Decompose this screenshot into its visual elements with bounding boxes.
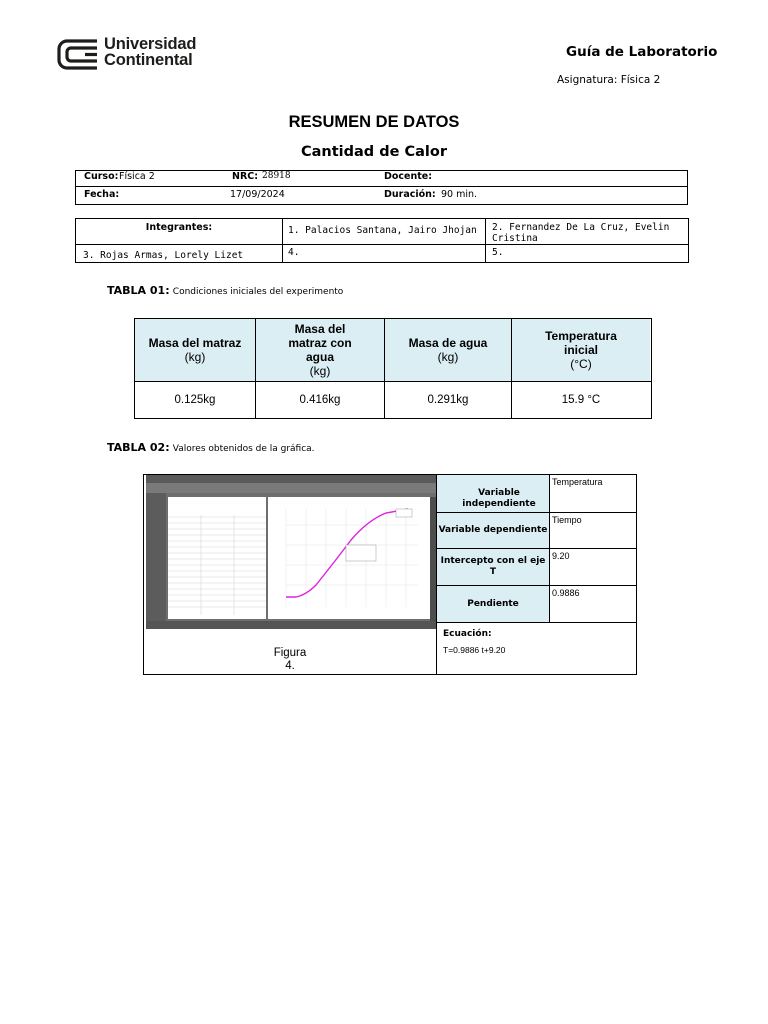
value-cell: 0.291kg [385, 381, 512, 418]
row-value: 9.20 [552, 551, 570, 561]
member-5: 5. [492, 247, 504, 258]
header-unit: (kg) [184, 350, 206, 364]
graph-screenshot-image [146, 475, 436, 629]
row-value: 0.9886 [552, 588, 580, 598]
table-row [437, 549, 636, 586]
row-key: Variable independiente [437, 475, 550, 512]
table-row [437, 586, 636, 623]
header-name: Masa del matraz con agua [288, 322, 352, 364]
curso-value: Física 2 [119, 171, 155, 182]
table02-caption-label: TABLA 02: [107, 441, 170, 454]
row-key: Pendiente [437, 586, 550, 622]
header-name: Temperatura inicial [545, 329, 617, 357]
equation-value: T=0.9886 t+9.20 [443, 645, 506, 655]
figure-caption [144, 647, 436, 673]
table-row [437, 513, 636, 549]
logo-wordmark [104, 36, 196, 68]
member-2: 2. Fernandez De La Cruz, Evelin Cristina [492, 222, 670, 244]
member-3: 3. Rojas Armas, Lorely Lizet [83, 250, 244, 261]
row-value: Tiempo [552, 515, 582, 525]
table01-caption-text: Condiciones iniciales del experimento [172, 287, 344, 297]
table01-caption [107, 284, 343, 297]
subject-label: Asignatura: Física 2 [557, 74, 661, 86]
header-cell [256, 319, 385, 381]
figure-caption-line-1: Figura [273, 647, 307, 659]
page-subtitle: Cantidad de Calor [300, 144, 447, 160]
value-cell: 0.416kg [256, 381, 385, 418]
curso-label: Curso: [84, 171, 119, 182]
duracion-value: 90 min. [441, 189, 478, 200]
guide-title: Guía de Laboratorio [566, 44, 718, 60]
header-unit: (kg) [309, 364, 331, 378]
header-cell [135, 319, 256, 381]
header-cell [512, 319, 650, 381]
initial-conditions-table [134, 318, 652, 419]
members-label: Integrantes: [145, 222, 213, 233]
row-value: Temperatura [552, 477, 603, 487]
header-name: Masa de agua [408, 336, 488, 350]
figure-caption-line-2: 4. [285, 660, 295, 672]
value-cell: 0.125kg [135, 381, 256, 418]
equation-label: Ecuación: [443, 629, 492, 639]
member-4: 4. [288, 247, 300, 258]
docente-label: Docente: [384, 171, 433, 182]
page-title: RESUMEN DE DATOS [288, 113, 460, 131]
table02-caption-text: Valores obtenidos de la gráfica. [172, 444, 315, 454]
member-1: 1. Palacios Santana, Jairo Jhojan [288, 225, 477, 236]
graph-values-table [143, 474, 637, 675]
course-info-table [75, 170, 688, 205]
header-name: Masa del matraz [148, 336, 242, 350]
nrc-label: NRC: [232, 171, 259, 182]
row-key: Intercepto con el eje T [437, 549, 550, 585]
fecha-label: Fecha: [84, 189, 120, 200]
header-unit: (kg) [437, 350, 459, 364]
fecha-value: 17/09/2024 [230, 189, 285, 200]
value-cell: 15.9 °C [561, 393, 601, 406]
members-table [75, 218, 689, 263]
logo-line-1: Universidad [104, 35, 197, 53]
header-cell [385, 319, 512, 381]
duracion-label: Duración: [384, 189, 436, 200]
header-unit: (°C) [570, 357, 592, 371]
table-row [437, 475, 636, 513]
software-screenshot [146, 475, 436, 629]
nrc-value: 28918 [262, 171, 291, 181]
logo-line-2: Continental [104, 51, 193, 69]
table01-caption-label: TABLA 01: [107, 284, 170, 297]
table02-caption [107, 441, 315, 454]
row-key: Variable dependiente [437, 513, 550, 548]
